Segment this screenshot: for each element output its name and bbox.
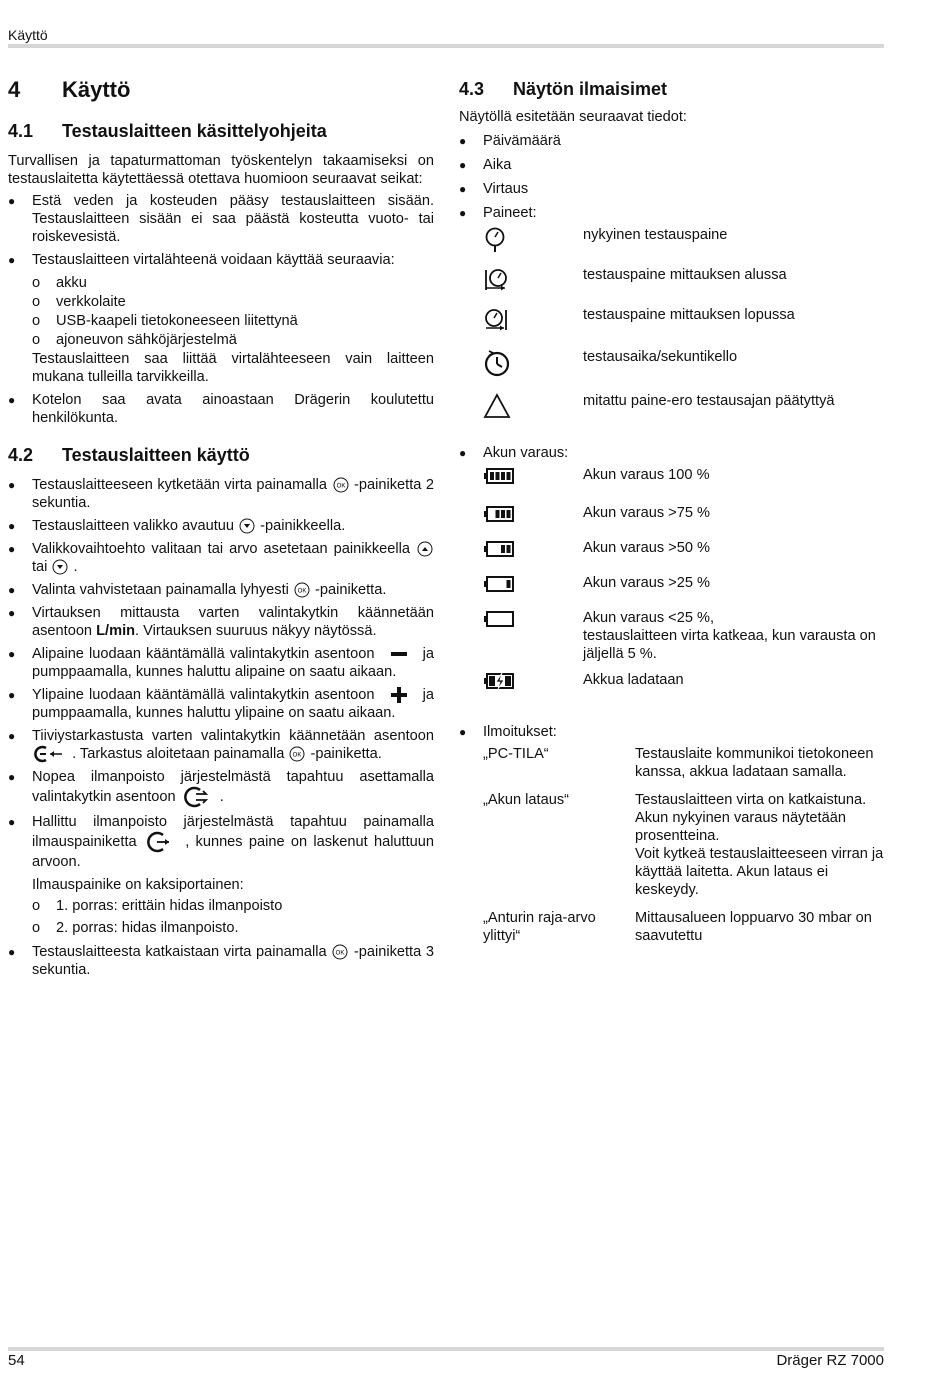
- pressure-text: testauspaine mittauksen alussa: [583, 267, 787, 283]
- svg-text:OK: OK: [335, 950, 345, 957]
- bullet-power-sources: ● Testauslaitteen virtalähteenä voidaan käyttää seuraavia:: [8, 251, 434, 269]
- bullet-housing: ● Kotelon saa avata ainoastaan Drägerin koulutettu henkilökunta.: [8, 391, 434, 427]
- section-title: Näytön ilmaisimet: [513, 79, 668, 99]
- item-pressures: ● Paineet:: [459, 204, 885, 222]
- ok-button-icon: [288, 746, 306, 762]
- battery-full-icon: [483, 466, 515, 486]
- sub-bullet-stage: o 2. porras: hidas ilmanpoisto.: [8, 919, 434, 937]
- display-intro: Näytöllä esitetään seuraavat tiedot:: [459, 109, 687, 125]
- battery-25-icon: [483, 574, 515, 594]
- pressure-text: testausaika/sekuntikello: [583, 349, 738, 365]
- intro-paragraph: Turvallisen ja tapaturmattoman työskentelyn takaamiseksi on testauslaitetta käytettäessä otettava huomioon seuraavat seikat:: [8, 153, 434, 187]
- gauge-start-icon: [483, 266, 511, 294]
- battery-text: Akun varaus >50 %: [583, 540, 710, 556]
- bullet-vacuum: [8, 645, 434, 681]
- battery-low-text: [583, 609, 885, 663]
- section-number: 4.1: [8, 121, 34, 141]
- text: -painiketta.: [315, 582, 387, 598]
- ok-button-icon: [331, 944, 349, 960]
- bullet-quick-vent: [8, 768, 434, 808]
- notice-key: „Anturin raja-arvo ylittyi“: [483, 910, 596, 944]
- header-rule: [8, 44, 884, 48]
- text: -painiketta.: [310, 746, 382, 762]
- battery-low-line2: testauslaitteen virta katkeaa, kun varausta on jäljellä 5 %.: [583, 628, 876, 662]
- sub-bullet-source: o ajoneuvon sähköjärjestelmä: [8, 331, 434, 349]
- bullet-select: [8, 540, 434, 576]
- section-number: 4.2: [8, 445, 34, 465]
- section-heading-4-3: [459, 78, 885, 100]
- battery-text: Akun varaus >25 %: [583, 575, 710, 591]
- battery-row: [483, 539, 885, 574]
- notice-value: Testauslaite kommunikoi tietokoneen kanssa, akkua ladataan samalla.: [635, 746, 874, 780]
- section-heading-4-2: [8, 444, 434, 466]
- text: , kunnes paine on laskenut haluttuun arvoon.: [32, 834, 435, 871]
- text: -painiketta 2 sekuntia.: [32, 477, 434, 511]
- notice-row: [483, 791, 885, 899]
- page-number: 54: [8, 1352, 25, 1369]
- product-name: Dräger RZ 7000: [776, 1352, 884, 1369]
- battery-75-icon: [483, 504, 515, 524]
- battery-row: [483, 574, 885, 609]
- bullet-leak-test: [8, 727, 434, 763]
- pressure-text: testauspaine mittauksen lopussa: [583, 307, 795, 323]
- item-flow: ● Virtaus: [459, 180, 885, 198]
- bullet-moisture: ● Estä veden ja kosteuden pääsy testauslaitteen sisään. Testauslaitteen sisään ei saa päästä kosteutta vuoto- tai roiskevesistä.: [8, 192, 434, 246]
- ok-button-icon: [332, 477, 350, 493]
- down-button-icon: [238, 518, 256, 534]
- sub-bullet-source: o verkkolaite: [8, 293, 434, 311]
- notice-value: [635, 791, 885, 899]
- quick-vent-position-icon: [180, 786, 216, 808]
- pressure-row: [483, 226, 885, 266]
- text: ja pumppaamalla, kunnes haluttu ylipaine on saatu aikaan.: [32, 687, 434, 721]
- text: Testauslaitteen valikko avautuu: [32, 518, 235, 534]
- text: Alipaine luodaan kääntämällä valintakytkin asentoon: [32, 646, 375, 662]
- notice-value-line: Testauslaitteen virta on katkaistuna. Akun nykyinen varaus näytetään prosentteina.: [635, 792, 867, 844]
- svg-text:OK: OK: [297, 588, 307, 595]
- section-number: 4.3: [459, 79, 485, 99]
- down-button-icon: [51, 559, 69, 575]
- pressure-text: nykyinen testauspaine: [583, 227, 728, 243]
- minus-position-icon: [380, 646, 418, 662]
- stopwatch-icon: [483, 348, 511, 378]
- text: Nopea ilmanpoisto järjestelmästä tapahtuu asettamalla valintakytkin asentoon: [32, 769, 434, 805]
- pressure-row: [483, 306, 885, 346]
- item-date: ● Päivämäärä: [459, 132, 885, 150]
- running-header: Käyttö: [8, 27, 48, 43]
- ok-button-icon: [293, 582, 311, 598]
- text: ja pumppaamalla, kunnes haluttu alipaine on saatu aikaan.: [32, 646, 434, 680]
- chapter-number: 4: [8, 77, 21, 102]
- sub-bullet-source: o USB-kaapeli tietokoneeseen liitettynä: [8, 312, 434, 330]
- svg-text:OK: OK: [293, 752, 302, 759]
- bullet-menu: [8, 517, 434, 535]
- svg-text:OK: OK: [336, 483, 345, 490]
- item-time: ● Aika: [459, 156, 885, 174]
- battery-low-line1: Akun varaus <25 %,: [583, 610, 715, 626]
- section-heading-4-1: [8, 120, 434, 142]
- section-title: Testauslaitteen käsittelyohjeita: [62, 121, 327, 141]
- pressure-text: mitattu paine-ero testausajan päätyttyä: [583, 393, 835, 409]
- bullet-power-off: [8, 943, 434, 979]
- text: Hallittu ilmanpoisto järjestelmästä tapahtuu painamalla ilmauspainiketta: [32, 814, 434, 850]
- battery-row: [483, 466, 885, 504]
- power-note: Testauslaitteen saa liittää virtalähteeseen vain laitteen mukana tulleilla tarvikkeilla.: [32, 351, 434, 385]
- pressure-row: [483, 348, 885, 392]
- right-column: [459, 78, 885, 951]
- battery-row: [483, 609, 885, 671]
- notice-row: [483, 909, 885, 945]
- notice-key: „PC-TILA“: [483, 746, 549, 762]
- notice-value-line: Voit kytkeä testauslaitteeseen virran ja käyttää laitetta. Akun lataus ei keskeydy.: [635, 846, 884, 898]
- text: Valinta vahvistetaan painamalla lyhyesti: [32, 582, 289, 598]
- text: Testauslaitteesta katkaistaan virta painamalla: [32, 944, 327, 961]
- text: -painikkeella.: [260, 518, 346, 534]
- battery-row: [483, 504, 885, 539]
- notice-row: [483, 745, 885, 781]
- bullet-controlled-vent: [8, 813, 434, 871]
- text: Testauslaitteeseen kytketään virta painamalla: [32, 477, 328, 493]
- text: .: [73, 559, 78, 575]
- item-notices: ● Ilmoitukset:: [459, 723, 885, 741]
- vent-note: Ilmauspainike on kaksiportainen:: [32, 877, 244, 894]
- gauge-end-icon: [483, 306, 511, 334]
- bullet-overpressure: [8, 686, 434, 722]
- notice-key: „Akun lataus“: [483, 792, 569, 808]
- battery-text: Akun varaus 100 %: [583, 467, 710, 483]
- vent-button-icon: [143, 831, 179, 853]
- text: .: [219, 789, 224, 805]
- chapter-heading: [8, 78, 434, 102]
- battery-text: Akkua ladataan: [583, 672, 684, 688]
- bullet-power-on: [8, 476, 434, 512]
- delta-icon: [483, 392, 511, 420]
- bullet-flow: [8, 604, 434, 640]
- battery-empty-icon: [483, 609, 515, 629]
- text: Tiiviystarkastusta varten valintakytkin käännetään asentoon: [32, 728, 434, 744]
- leak-test-position-icon: [32, 745, 68, 763]
- plus-position-icon: [380, 687, 418, 703]
- text: . Virtauksen suuruus näkyy näytössä.: [135, 623, 377, 639]
- bullet-confirm: [8, 581, 434, 599]
- battery-row: [483, 671, 885, 723]
- footer-rule: [8, 1347, 884, 1351]
- text: Valikkovaihtoehto valitaan tai arvo asetetaan painikkeella: [32, 541, 410, 557]
- text: Ylipaine luodaan kääntämällä valintakytkin asentoon: [32, 687, 375, 703]
- battery-text: Akun varaus >75 %: [583, 505, 710, 521]
- text: tai: [32, 559, 48, 575]
- notice-value: Mittausalueen loppuarvo 30 mbar on saavutettu: [635, 910, 872, 944]
- unit-lmin: L/min: [96, 623, 136, 639]
- text: Virtauksen mittausta varten valintakytkin käännetään asentoon: [32, 605, 434, 639]
- battery-charging-icon: [483, 671, 515, 691]
- pressure-row: [483, 266, 885, 306]
- battery-50-icon: [483, 539, 515, 559]
- item-battery: ● Akun varaus:: [459, 444, 885, 462]
- chapter-title: Käyttö: [62, 77, 131, 102]
- up-button-icon: [416, 541, 434, 557]
- sub-bullet-source: o akku: [8, 274, 434, 292]
- text: -painiketta 3 sekuntia.: [32, 944, 434, 979]
- sub-bullet-stage: o 1. porras: erittäin hidas ilmanpoisto: [8, 897, 434, 915]
- text: . Tarkastus aloitetaan painamalla: [72, 746, 285, 762]
- gauge-icon: [483, 226, 509, 254]
- left-column: [8, 78, 434, 984]
- pressure-row: [483, 392, 885, 444]
- section-title: Testauslaitteen käyttö: [62, 445, 250, 465]
